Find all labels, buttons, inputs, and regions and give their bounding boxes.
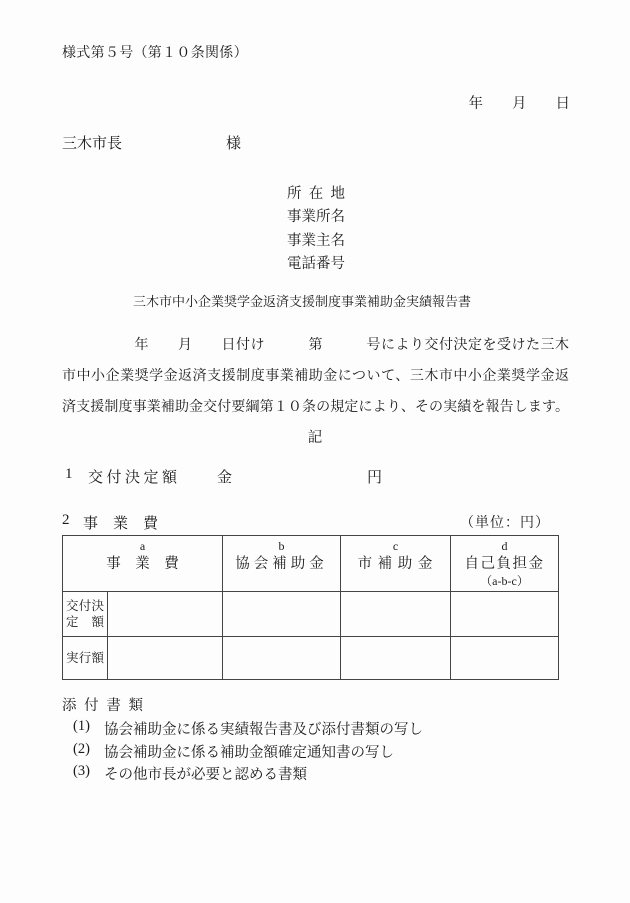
attachment-number-3: (3) — [73, 763, 90, 779]
ki-marker: 記 — [307, 430, 323, 446]
row-label-grant-decision: 交付決定額 — [63, 592, 108, 637]
attachment-text-2: 協会補助金に係る補助金額確定通知書の写し — [104, 745, 394, 761]
item1-number: 1 — [65, 466, 73, 482]
item1-label: 交付決定額 — [88, 470, 181, 486]
addressee-honorific: 様 — [226, 136, 242, 152]
column-header-d — [451, 536, 559, 592]
column-header-c — [341, 536, 451, 592]
sender-field-phone: 電話番号 — [287, 255, 345, 272]
cell-executed-d — [451, 637, 559, 680]
item2-label: 事 業 費 — [83, 516, 159, 532]
column-header-a — [63, 536, 223, 592]
attachments-section — [62, 694, 570, 794]
cell-executed-a — [108, 637, 223, 680]
table-row-executed — [63, 637, 559, 680]
sender-fields-block — [287, 183, 345, 276]
cell-grant-decision-a — [108, 592, 223, 637]
column-key-a: a — [139, 539, 146, 553]
attachment-text-3: その他市長が必要と認める書類 — [104, 767, 307, 783]
column-key-c: c — [392, 539, 399, 553]
column-label-b: 協会補助金 — [235, 556, 328, 572]
date-line: 年 月 日 — [468, 96, 570, 112]
unit-note: （単位：円） — [460, 516, 550, 531]
column-label-d: 自己負担金 — [464, 556, 545, 572]
column-label-a: 事 業 費 — [106, 556, 179, 572]
cell-executed-b — [223, 637, 341, 680]
form-number: 様式第５号（第１０条関係） — [62, 46, 248, 61]
attachment-number-2: (2) — [73, 741, 90, 757]
attachment-item-2 — [62, 741, 394, 762]
sender-field-business-name: 事業所名 — [287, 209, 345, 226]
body-line-1: 年 月 日付け 第 号により交付決定を受けた三木 — [62, 338, 569, 353]
column-label-c: 市 補 助 金 — [357, 556, 434, 572]
column-key-b: b — [278, 539, 285, 553]
body-line-3: 済支援制度事業補助金交付要綱第１０条の規定により、その実績を報告します。 — [62, 400, 569, 415]
cell-grant-decision-d — [451, 592, 559, 637]
column-key-d: d — [501, 539, 508, 553]
cell-grant-decision-c — [341, 592, 451, 637]
item-project-cost — [62, 512, 558, 532]
document-title: 三木市中小企業奨学金返済支援制度事業補助金実績報告書 — [133, 294, 472, 309]
body-line-2: 市中小企業奨学金返済支援制度事業補助金について、三木市中小企業奨学金返 — [62, 369, 569, 384]
sender-field-owner-name: 事業主名 — [287, 232, 345, 249]
attachment-text-1: 協会補助金に係る実績報告書及び添付書類の写し — [104, 722, 423, 738]
item1-currency-suffix: 円 — [367, 470, 383, 486]
column-header-b — [223, 536, 341, 592]
item-grant-decision-amount — [62, 466, 570, 486]
column-sublabel-d: （a-b-c） — [480, 574, 529, 588]
attachment-number-1: (1) — [73, 718, 90, 734]
item2-number: 2 — [62, 512, 70, 528]
attachments-heading: 添付書類 — [62, 698, 143, 714]
attachment-item-1 — [62, 718, 423, 739]
item1-currency-prefix: 金 — [217, 470, 233, 486]
addressee-name: 三木市長 — [62, 136, 123, 152]
cell-executed-c — [341, 637, 451, 680]
table-row-grant-decision — [63, 592, 559, 637]
table-header-row — [63, 536, 559, 592]
sender-field-address: 所在地 — [287, 186, 345, 202]
row-label-executed: 実行額 — [63, 637, 108, 680]
attachment-item-3 — [62, 763, 307, 784]
cell-grant-decision-b — [223, 592, 341, 637]
cost-table — [62, 535, 559, 680]
body-paragraph — [62, 330, 569, 423]
addressee-line — [62, 132, 241, 153]
